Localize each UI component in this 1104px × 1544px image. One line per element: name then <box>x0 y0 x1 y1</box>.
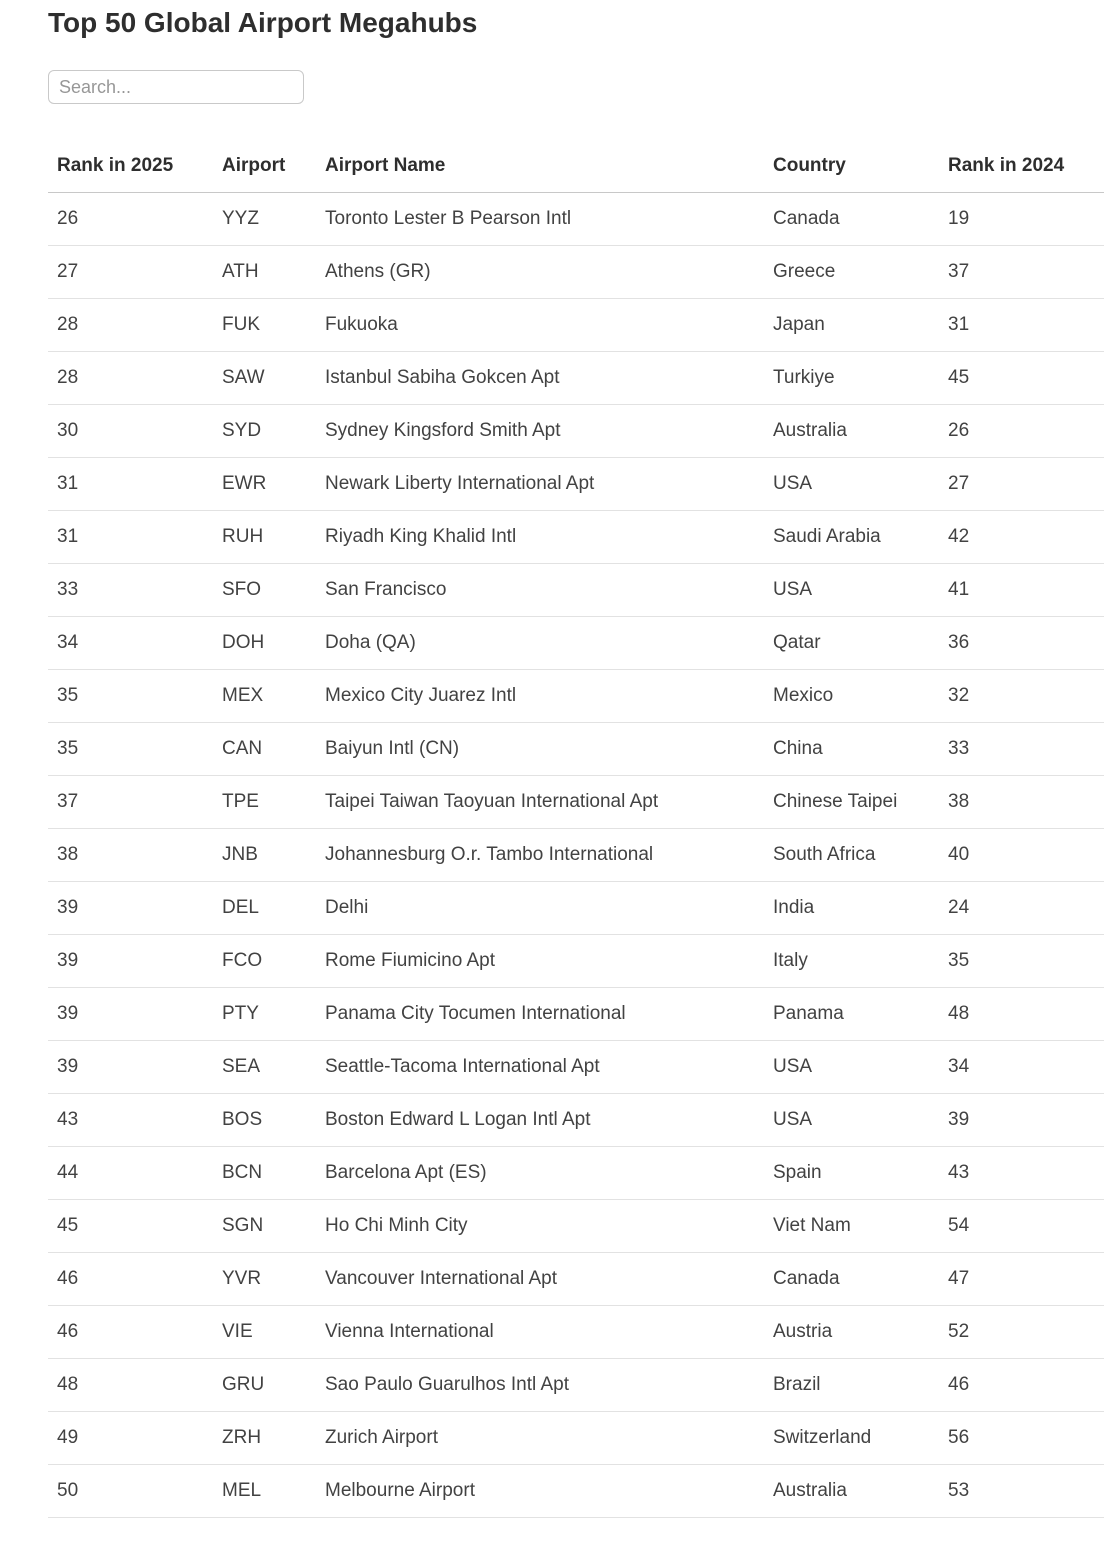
cell-airport-name: Sydney Kingsford Smith Apt <box>316 405 764 458</box>
cell-airport-code: FCO <box>213 935 316 988</box>
cell-rank-2024: 39 <box>939 1094 1104 1147</box>
cell-country: Panama <box>764 988 939 1041</box>
cell-airport-code: CAN <box>213 723 316 776</box>
cell-rank-2024: 41 <box>939 564 1104 617</box>
cell-country: Canada <box>764 1253 939 1306</box>
cell-rank-2025: 28 <box>48 299 213 352</box>
cell-rank-2025: 44 <box>48 1147 213 1200</box>
cell-airport-name: Fukuoka <box>316 299 764 352</box>
cell-airport-code: MEL <box>213 1465 316 1518</box>
cell-country: USA <box>764 458 939 511</box>
cell-airport-code: GRU <box>213 1359 316 1412</box>
cell-country: China <box>764 723 939 776</box>
cell-rank-2025: 49 <box>48 1412 213 1465</box>
cell-airport-name: Rome Fiumicino Apt <box>316 935 764 988</box>
cell-airport-code: PTY <box>213 988 316 1041</box>
cell-country: Qatar <box>764 617 939 670</box>
cell-rank-2024: 33 <box>939 723 1104 776</box>
cell-rank-2024: 45 <box>939 352 1104 405</box>
cell-country: USA <box>764 1094 939 1147</box>
cell-rank-2024: 42 <box>939 511 1104 564</box>
cell-airport-name: San Francisco <box>316 564 764 617</box>
cell-airport-code: MEX <box>213 670 316 723</box>
cell-country: Greece <box>764 246 939 299</box>
cell-country: Brazil <box>764 1359 939 1412</box>
cell-rank-2025: 35 <box>48 670 213 723</box>
cell-airport-code: TPE <box>213 776 316 829</box>
table-row <box>48 935 1104 988</box>
cell-rank-2025: 37 <box>48 776 213 829</box>
cell-airport-name: Toronto Lester B Pearson Intl <box>316 193 764 246</box>
cell-airport-code: SYD <box>213 405 316 458</box>
cell-rank-2025: 34 <box>48 617 213 670</box>
cell-rank-2025: 46 <box>48 1306 213 1359</box>
column-header-country: Country <box>764 140 939 193</box>
table-row <box>48 776 1104 829</box>
cell-country: Australia <box>764 1465 939 1518</box>
cell-airport-name: Melbourne Airport <box>316 1465 764 1518</box>
cell-rank-2024: 36 <box>939 617 1104 670</box>
cell-airport-name: Boston Edward L Logan Intl Apt <box>316 1094 764 1147</box>
column-header-airport-name: Airport Name <box>316 140 764 193</box>
cell-airport-name: Vancouver International Apt <box>316 1253 764 1306</box>
cell-airport-name: Vienna International <box>316 1306 764 1359</box>
cell-rank-2025: 30 <box>48 405 213 458</box>
cell-rank-2025: 46 <box>48 1253 213 1306</box>
cell-country: Chinese Taipei <box>764 776 939 829</box>
column-header-airport-code: Airport <box>213 140 316 193</box>
cell-airport-name: Seattle-Tacoma International Apt <box>316 1041 764 1094</box>
cell-rank-2025: 48 <box>48 1359 213 1412</box>
cell-rank-2025: 28 <box>48 352 213 405</box>
table-row <box>48 511 1104 564</box>
table-row <box>48 1041 1104 1094</box>
search-input[interactable] <box>48 70 304 104</box>
cell-airport-name: Barcelona Apt (ES) <box>316 1147 764 1200</box>
header-row <box>48 140 1104 193</box>
cell-airport-name: Sao Paulo Guarulhos Intl Apt <box>316 1359 764 1412</box>
cell-rank-2024: 32 <box>939 670 1104 723</box>
cell-rank-2025: 45 <box>48 1200 213 1253</box>
cell-rank-2024: 19 <box>939 193 1104 246</box>
airport-table-body <box>48 193 1104 1518</box>
cell-rank-2025: 39 <box>48 935 213 988</box>
cell-country: USA <box>764 1041 939 1094</box>
cell-rank-2025: 31 <box>48 511 213 564</box>
cell-airport-code: RUH <box>213 511 316 564</box>
table-row <box>48 1200 1104 1253</box>
cell-airport-name: Delhi <box>316 882 764 935</box>
cell-rank-2025: 39 <box>48 988 213 1041</box>
airport-table <box>48 140 1104 1518</box>
cell-airport-name: Riyadh King Khalid Intl <box>316 511 764 564</box>
cell-rank-2024: 54 <box>939 1200 1104 1253</box>
cell-country: Canada <box>764 193 939 246</box>
cell-country: Japan <box>764 299 939 352</box>
table-row <box>48 299 1104 352</box>
cell-rank-2024: 34 <box>939 1041 1104 1094</box>
table-row <box>48 670 1104 723</box>
cell-airport-code: JNB <box>213 829 316 882</box>
cell-airport-code: ZRH <box>213 1412 316 1465</box>
cell-country: USA <box>764 564 939 617</box>
cell-rank-2024: 26 <box>939 405 1104 458</box>
cell-airport-code: BOS <box>213 1094 316 1147</box>
cell-rank-2024: 24 <box>939 882 1104 935</box>
cell-rank-2025: 43 <box>48 1094 213 1147</box>
cell-rank-2025: 33 <box>48 564 213 617</box>
table-row <box>48 723 1104 776</box>
table-row <box>48 458 1104 511</box>
cell-rank-2025: 39 <box>48 1041 213 1094</box>
cell-country: Turkiye <box>764 352 939 405</box>
page-title: Top 50 Global Airport Megahubs <box>48 7 478 38</box>
table-row <box>48 1465 1104 1518</box>
cell-airport-code: SAW <box>213 352 316 405</box>
table-row <box>48 352 1104 405</box>
cell-rank-2025: 39 <box>48 882 213 935</box>
cell-rank-2024: 46 <box>939 1359 1104 1412</box>
cell-airport-name: Johannesburg O.r. Tambo International <box>316 829 764 882</box>
cell-airport-code: VIE <box>213 1306 316 1359</box>
table-row <box>48 1306 1104 1359</box>
cell-rank-2025: 38 <box>48 829 213 882</box>
table-row <box>48 1253 1104 1306</box>
cell-airport-name: Mexico City Juarez Intl <box>316 670 764 723</box>
cell-country: India <box>764 882 939 935</box>
column-header-rank-2025: Rank in 2025 <box>48 140 213 193</box>
table-row <box>48 564 1104 617</box>
cell-airport-name: Ho Chi Minh City <box>316 1200 764 1253</box>
cell-airport-code: YYZ <box>213 193 316 246</box>
cell-airport-name: Panama City Tocumen International <box>316 988 764 1041</box>
cell-rank-2024: 52 <box>939 1306 1104 1359</box>
cell-airport-code: FUK <box>213 299 316 352</box>
airport-table-header <box>48 140 1104 193</box>
cell-airport-name: Zurich Airport <box>316 1412 764 1465</box>
table-row <box>48 246 1104 299</box>
table-row <box>48 405 1104 458</box>
cell-rank-2025: 31 <box>48 458 213 511</box>
cell-country: Italy <box>764 935 939 988</box>
cell-country: South Africa <box>764 829 939 882</box>
cell-rank-2025: 27 <box>48 246 213 299</box>
cell-country: Saudi Arabia <box>764 511 939 564</box>
cell-rank-2025: 35 <box>48 723 213 776</box>
cell-rank-2024: 38 <box>939 776 1104 829</box>
table-row <box>48 988 1104 1041</box>
cell-rank-2024: 43 <box>939 1147 1104 1200</box>
cell-airport-name: Newark Liberty International Apt <box>316 458 764 511</box>
table-row <box>48 1147 1104 1200</box>
cell-airport-name: Doha (QA) <box>316 617 764 670</box>
cell-airport-code: SEA <box>213 1041 316 1094</box>
cell-airport-name: Baiyun Intl (CN) <box>316 723 764 776</box>
table-row <box>48 882 1104 935</box>
cell-rank-2024: 35 <box>939 935 1104 988</box>
cell-rank-2024: 31 <box>939 299 1104 352</box>
cell-rank-2024: 27 <box>939 458 1104 511</box>
cell-airport-code: EWR <box>213 458 316 511</box>
cell-country: Austria <box>764 1306 939 1359</box>
column-header-rank-2024: Rank in 2024 <box>939 140 1104 193</box>
table-row <box>48 829 1104 882</box>
cell-airport-code: YVR <box>213 1253 316 1306</box>
cell-country: Switzerland <box>764 1412 939 1465</box>
cell-country: Viet Nam <box>764 1200 939 1253</box>
table-row <box>48 617 1104 670</box>
cell-airport-code: DEL <box>213 882 316 935</box>
table-row <box>48 1412 1104 1465</box>
cell-airport-code: SGN <box>213 1200 316 1253</box>
cell-country: Australia <box>764 405 939 458</box>
cell-airport-code: DOH <box>213 617 316 670</box>
cell-airport-name: Taipei Taiwan Taoyuan International Apt <box>316 776 764 829</box>
cell-airport-code: ATH <box>213 246 316 299</box>
cell-airport-code: BCN <box>213 1147 316 1200</box>
cell-rank-2024: 56 <box>939 1412 1104 1465</box>
cell-rank-2024: 53 <box>939 1465 1104 1518</box>
cell-rank-2024: 40 <box>939 829 1104 882</box>
cell-rank-2025: 50 <box>48 1465 213 1518</box>
cell-rank-2024: 37 <box>939 246 1104 299</box>
cell-airport-name: Istanbul Sabiha Gokcen Apt <box>316 352 764 405</box>
table-row <box>48 193 1104 246</box>
table-row <box>48 1094 1104 1147</box>
cell-rank-2025: 26 <box>48 193 213 246</box>
cell-rank-2024: 47 <box>939 1253 1104 1306</box>
cell-rank-2024: 48 <box>939 988 1104 1041</box>
cell-country: Spain <box>764 1147 939 1200</box>
cell-airport-name: Athens (GR) <box>316 246 764 299</box>
cell-airport-code: SFO <box>213 564 316 617</box>
cell-country: Mexico <box>764 670 939 723</box>
table-row <box>48 1359 1104 1412</box>
